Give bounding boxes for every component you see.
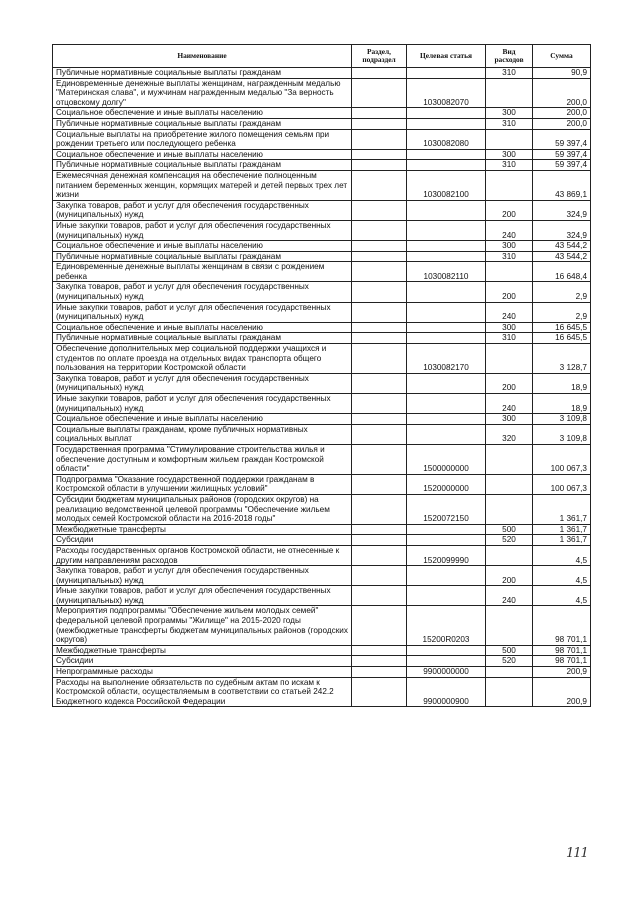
table-row bbox=[53, 667, 591, 678]
row-target-code bbox=[407, 656, 486, 667]
row-sum: 3 109,8 bbox=[533, 424, 591, 444]
row-sum: 98 701,1 bbox=[533, 606, 591, 645]
row-section bbox=[352, 251, 407, 262]
row-sum: 18,9 bbox=[533, 373, 591, 393]
row-sum: 324,9 bbox=[533, 220, 591, 240]
row-target-code: 1520099990 bbox=[407, 545, 486, 565]
row-target-code: 1500000000 bbox=[407, 444, 486, 474]
row-name: Подпрограмма "Оказание государственной поддержки гражданам в Костромской области в улучшении жилищных условий" bbox=[53, 474, 352, 494]
row-name: Единовременные денежные выплаты женщинам, награжденным медалью "Материнская слава", и мужчинам награжденным медалью "За верность отцовскому долгу" bbox=[53, 78, 352, 108]
row-name: Публичные нормативные социальные выплаты гражданам bbox=[53, 118, 352, 129]
row-target-code bbox=[407, 149, 486, 160]
row-sum: 16 645,5 bbox=[533, 322, 591, 333]
row-sum: 59 397,4 bbox=[533, 149, 591, 160]
row-sum: 200,0 bbox=[533, 78, 591, 108]
row-name: Мероприятия подпрограммы "Обеспечение жильем молодых семей" федеральной целевой программы "Жилище" на 2015-2020 годы (межбюджетные трансферты бюджетам муниципальных районов (городских округов) bbox=[53, 606, 352, 645]
row-sum: 3 128,7 bbox=[533, 344, 591, 374]
row-target-code bbox=[407, 251, 486, 262]
row-sum: 18,9 bbox=[533, 394, 591, 414]
row-target-code bbox=[407, 108, 486, 119]
row-sum: 1 361,7 bbox=[533, 524, 591, 535]
table-row bbox=[53, 566, 591, 586]
row-target-code bbox=[407, 68, 486, 79]
row-target-code bbox=[407, 302, 486, 322]
row-section bbox=[352, 149, 407, 160]
row-sum: 2,9 bbox=[533, 302, 591, 322]
row-sum: 16 648,4 bbox=[533, 262, 591, 282]
row-name: Государственная программа "Стимулирование строительства жилья и обеспечение доступным и комфортным жильем граждан Костромской области" bbox=[53, 444, 352, 474]
row-expense-kind bbox=[486, 545, 533, 565]
row-expense-kind bbox=[486, 474, 533, 494]
row-sum: 1 361,7 bbox=[533, 494, 591, 524]
row-name: Расходы на выполнение обязательств по судебным актам по искам к Костромской области, осуществляемым в соответствии со статьей 242.2 Бюджетного кодекса Российской Федерации bbox=[53, 677, 352, 707]
row-target-code: 1030082100 bbox=[407, 170, 486, 200]
row-section bbox=[352, 170, 407, 200]
row-target-code bbox=[407, 586, 486, 606]
row-target-code: 1030082170 bbox=[407, 344, 486, 374]
row-target-code bbox=[407, 241, 486, 252]
row-name: Закупка товаров, работ и услуг для обеспечения государственных (муниципальных) нужд bbox=[53, 373, 352, 393]
row-sum: 4,5 bbox=[533, 545, 591, 565]
row-expense-kind: 300 bbox=[486, 149, 533, 160]
row-sum: 200,9 bbox=[533, 677, 591, 707]
row-target-code bbox=[407, 220, 486, 240]
row-expense-kind: 310 bbox=[486, 118, 533, 129]
row-target-code bbox=[407, 566, 486, 586]
row-section bbox=[352, 373, 407, 393]
row-section bbox=[352, 444, 407, 474]
row-target-code: 9900000900 bbox=[407, 677, 486, 707]
row-name: Иные закупки товаров, работ и услуг для обеспечения государственных (муниципальных) нужд bbox=[53, 394, 352, 414]
table-row bbox=[53, 129, 591, 149]
row-sum: 1 361,7 bbox=[533, 535, 591, 546]
table-row bbox=[53, 373, 591, 393]
table-body bbox=[53, 68, 591, 707]
row-name: Иные закупки товаров, работ и услуг для обеспечения государственных (муниципальных) нужд bbox=[53, 220, 352, 240]
row-target-code bbox=[407, 333, 486, 344]
row-expense-kind bbox=[486, 78, 533, 108]
row-sum: 100 067,3 bbox=[533, 474, 591, 494]
row-sum: 4,5 bbox=[533, 566, 591, 586]
row-expense-kind: 200 bbox=[486, 566, 533, 586]
row-expense-kind: 240 bbox=[486, 394, 533, 414]
row-expense-kind: 200 bbox=[486, 200, 533, 220]
row-section bbox=[352, 667, 407, 678]
row-target-code bbox=[407, 118, 486, 129]
row-expense-kind: 320 bbox=[486, 424, 533, 444]
row-section bbox=[352, 333, 407, 344]
row-section bbox=[352, 322, 407, 333]
row-name: Межбюджетные трансферты bbox=[53, 645, 352, 656]
row-expense-kind: 300 bbox=[486, 108, 533, 119]
row-name: Субсидии bbox=[53, 535, 352, 546]
row-name: Непрограммные расходы bbox=[53, 667, 352, 678]
row-expense-kind: 240 bbox=[486, 302, 533, 322]
row-section bbox=[352, 545, 407, 565]
row-expense-kind bbox=[486, 606, 533, 645]
row-section bbox=[352, 200, 407, 220]
row-target-code bbox=[407, 160, 486, 171]
row-target-code bbox=[407, 373, 486, 393]
row-section bbox=[352, 220, 407, 240]
header-name: Наименование bbox=[53, 45, 352, 68]
row-name: Социальное обеспечение и иные выплаты населению bbox=[53, 414, 352, 425]
row-target-code bbox=[407, 424, 486, 444]
budget-table bbox=[52, 44, 591, 707]
row-expense-kind: 520 bbox=[486, 656, 533, 667]
row-expense-kind bbox=[486, 494, 533, 524]
row-sum: 43 869,1 bbox=[533, 170, 591, 200]
row-section bbox=[352, 118, 407, 129]
table-row bbox=[53, 645, 591, 656]
table-row bbox=[53, 535, 591, 546]
row-section bbox=[352, 474, 407, 494]
row-sum: 43 544,2 bbox=[533, 251, 591, 262]
row-name: Закупка товаров, работ и услуг для обеспечения государственных (муниципальных) нужд bbox=[53, 282, 352, 302]
row-name: Иные закупки товаров, работ и услуг для обеспечения государственных (муниципальных) нужд bbox=[53, 586, 352, 606]
row-expense-kind bbox=[486, 262, 533, 282]
row-expense-kind: 310 bbox=[486, 251, 533, 262]
row-section bbox=[352, 535, 407, 546]
row-sum: 90,9 bbox=[533, 68, 591, 79]
row-section bbox=[352, 160, 407, 171]
row-target-code bbox=[407, 414, 486, 425]
row-section bbox=[352, 656, 407, 667]
row-name: Субсидии бюджетам муниципальных районов (городских округов) на реализацию ведомственной целевой программы "Обеспечение жильем молодых семей Костромской области на 2016-2018 годы" bbox=[53, 494, 352, 524]
row-target-code: 1520072150 bbox=[407, 494, 486, 524]
table-row bbox=[53, 344, 591, 374]
row-section bbox=[352, 494, 407, 524]
table-row bbox=[53, 656, 591, 667]
row-sum: 4,5 bbox=[533, 586, 591, 606]
row-section bbox=[352, 524, 407, 535]
row-name: Субсидии bbox=[53, 656, 352, 667]
row-target-code bbox=[407, 322, 486, 333]
row-name: Единовременные денежные выплаты женщинам в связи с рождением ребенка bbox=[53, 262, 352, 282]
row-section bbox=[352, 586, 407, 606]
table-row bbox=[53, 262, 591, 282]
row-sum: 43 544,2 bbox=[533, 241, 591, 252]
row-section bbox=[352, 68, 407, 79]
table-row bbox=[53, 606, 591, 645]
header-target: Целевая статья bbox=[407, 45, 486, 68]
table-row bbox=[53, 494, 591, 524]
table-row bbox=[53, 282, 591, 302]
table-row bbox=[53, 444, 591, 474]
row-expense-kind: 300 bbox=[486, 241, 533, 252]
row-name: Публичные нормативные социальные выплаты гражданам bbox=[53, 333, 352, 344]
row-expense-kind: 310 bbox=[486, 333, 533, 344]
row-section bbox=[352, 108, 407, 119]
row-target-code: 15200R0203 bbox=[407, 606, 486, 645]
table-row bbox=[53, 394, 591, 414]
table-row bbox=[53, 108, 591, 119]
row-expense-kind bbox=[486, 170, 533, 200]
row-target-code bbox=[407, 394, 486, 414]
table-row bbox=[53, 677, 591, 707]
row-name: Закупка товаров, работ и услуг для обеспечения государственных (муниципальных) нужд bbox=[53, 566, 352, 586]
row-target-code bbox=[407, 282, 486, 302]
row-target-code bbox=[407, 535, 486, 546]
row-name: Публичные нормативные социальные выплаты гражданам bbox=[53, 160, 352, 171]
row-section bbox=[352, 282, 407, 302]
row-section bbox=[352, 241, 407, 252]
row-section bbox=[352, 424, 407, 444]
table-row bbox=[53, 118, 591, 129]
row-target-code bbox=[407, 200, 486, 220]
table-row bbox=[53, 424, 591, 444]
row-name: Социальное обеспечение и иные выплаты населению bbox=[53, 149, 352, 160]
row-expense-kind bbox=[486, 344, 533, 374]
row-name: Публичные нормативные социальные выплаты гражданам bbox=[53, 68, 352, 79]
row-expense-kind bbox=[486, 667, 533, 678]
row-sum: 59 397,4 bbox=[533, 160, 591, 171]
row-expense-kind: 310 bbox=[486, 68, 533, 79]
row-section bbox=[352, 394, 407, 414]
row-name: Обеспечение дополнительных мер социальной поддержки учащихся и студентов по оплате проезда на отдельных видах транспорта общего пользования на территории Костромской области bbox=[53, 344, 352, 374]
row-expense-kind: 240 bbox=[486, 586, 533, 606]
table-row bbox=[53, 68, 591, 79]
row-expense-kind: 240 bbox=[486, 220, 533, 240]
row-expense-kind: 200 bbox=[486, 373, 533, 393]
page-number-signature: 111 bbox=[566, 846, 588, 861]
row-expense-kind: 520 bbox=[486, 535, 533, 546]
row-target-code bbox=[407, 645, 486, 656]
row-section bbox=[352, 677, 407, 707]
row-section bbox=[352, 78, 407, 108]
row-expense-kind: 200 bbox=[486, 282, 533, 302]
row-sum: 100 067,3 bbox=[533, 444, 591, 474]
row-sum: 3 109,8 bbox=[533, 414, 591, 425]
row-expense-kind bbox=[486, 444, 533, 474]
table-row bbox=[53, 545, 591, 565]
row-name: Ежемесячная денежная компенсация на обеспечение полноценным питанием беременных женщин, кормящих матерей и детей первых трех лет жизни bbox=[53, 170, 352, 200]
row-sum: 98 701,1 bbox=[533, 656, 591, 667]
table-row bbox=[53, 524, 591, 535]
header-section: Раздел, подраздел bbox=[352, 45, 407, 68]
row-name: Социальное обеспечение и иные выплаты населению bbox=[53, 241, 352, 252]
row-target-code bbox=[407, 524, 486, 535]
header-kind: Вид расходов bbox=[486, 45, 533, 68]
row-target-code: 9900000000 bbox=[407, 667, 486, 678]
row-expense-kind bbox=[486, 129, 533, 149]
budget-document-page bbox=[52, 44, 590, 707]
row-expense-kind: 300 bbox=[486, 414, 533, 425]
table-header-row bbox=[53, 45, 591, 68]
row-name: Межбюджетные трансферты bbox=[53, 524, 352, 535]
table-row bbox=[53, 149, 591, 160]
table-row bbox=[53, 474, 591, 494]
row-name: Иные закупки товаров, работ и услуг для обеспечения государственных (муниципальных) нужд bbox=[53, 302, 352, 322]
row-section bbox=[352, 262, 407, 282]
table-row bbox=[53, 78, 591, 108]
header-sum: Сумма bbox=[533, 45, 591, 68]
row-name: Социальные выплаты гражданам, кроме публичных нормативных социальных выплат bbox=[53, 424, 352, 444]
row-section bbox=[352, 566, 407, 586]
row-name: Социальное обеспечение и иные выплаты населению bbox=[53, 108, 352, 119]
row-section bbox=[352, 344, 407, 374]
row-expense-kind: 310 bbox=[486, 160, 533, 171]
row-expense-kind: 500 bbox=[486, 524, 533, 535]
table-row bbox=[53, 414, 591, 425]
row-sum: 200,0 bbox=[533, 108, 591, 119]
row-name: Социальные выплаты на приобретение жилого помещения семьям при рождении третьего или последующего ребенка bbox=[53, 129, 352, 149]
row-target-code: 1520000000 bbox=[407, 474, 486, 494]
row-name: Закупка товаров, работ и услуг для обеспечения государственных (муниципальных) нужд bbox=[53, 200, 352, 220]
row-sum: 59 397,4 bbox=[533, 129, 591, 149]
row-expense-kind bbox=[486, 677, 533, 707]
row-sum: 200,9 bbox=[533, 667, 591, 678]
row-name: Социальное обеспечение и иные выплаты населению bbox=[53, 322, 352, 333]
row-sum: 324,9 bbox=[533, 200, 591, 220]
table-row bbox=[53, 333, 591, 344]
row-name: Публичные нормативные социальные выплаты гражданам bbox=[53, 251, 352, 262]
row-target-code: 1030082070 bbox=[407, 78, 486, 108]
row-sum: 200,0 bbox=[533, 118, 591, 129]
row-sum: 2,9 bbox=[533, 282, 591, 302]
row-section bbox=[352, 606, 407, 645]
table-row bbox=[53, 200, 591, 220]
table-row bbox=[53, 251, 591, 262]
table-row bbox=[53, 170, 591, 200]
row-target-code: 1030082110 bbox=[407, 262, 486, 282]
table-row bbox=[53, 322, 591, 333]
table-row bbox=[53, 220, 591, 240]
row-expense-kind: 300 bbox=[486, 322, 533, 333]
row-section bbox=[352, 645, 407, 656]
table-row bbox=[53, 241, 591, 252]
row-target-code: 1030082080 bbox=[407, 129, 486, 149]
table-row bbox=[53, 160, 591, 171]
table-row bbox=[53, 586, 591, 606]
row-sum: 16 645,5 bbox=[533, 333, 591, 344]
row-section bbox=[352, 129, 407, 149]
row-section bbox=[352, 414, 407, 425]
row-expense-kind: 500 bbox=[486, 645, 533, 656]
row-section bbox=[352, 302, 407, 322]
row-name: Расходы государственных органов Костромской области, не отнесенные к другим направлениям расходов bbox=[53, 545, 352, 565]
table-row bbox=[53, 302, 591, 322]
row-sum: 98 701,1 bbox=[533, 645, 591, 656]
